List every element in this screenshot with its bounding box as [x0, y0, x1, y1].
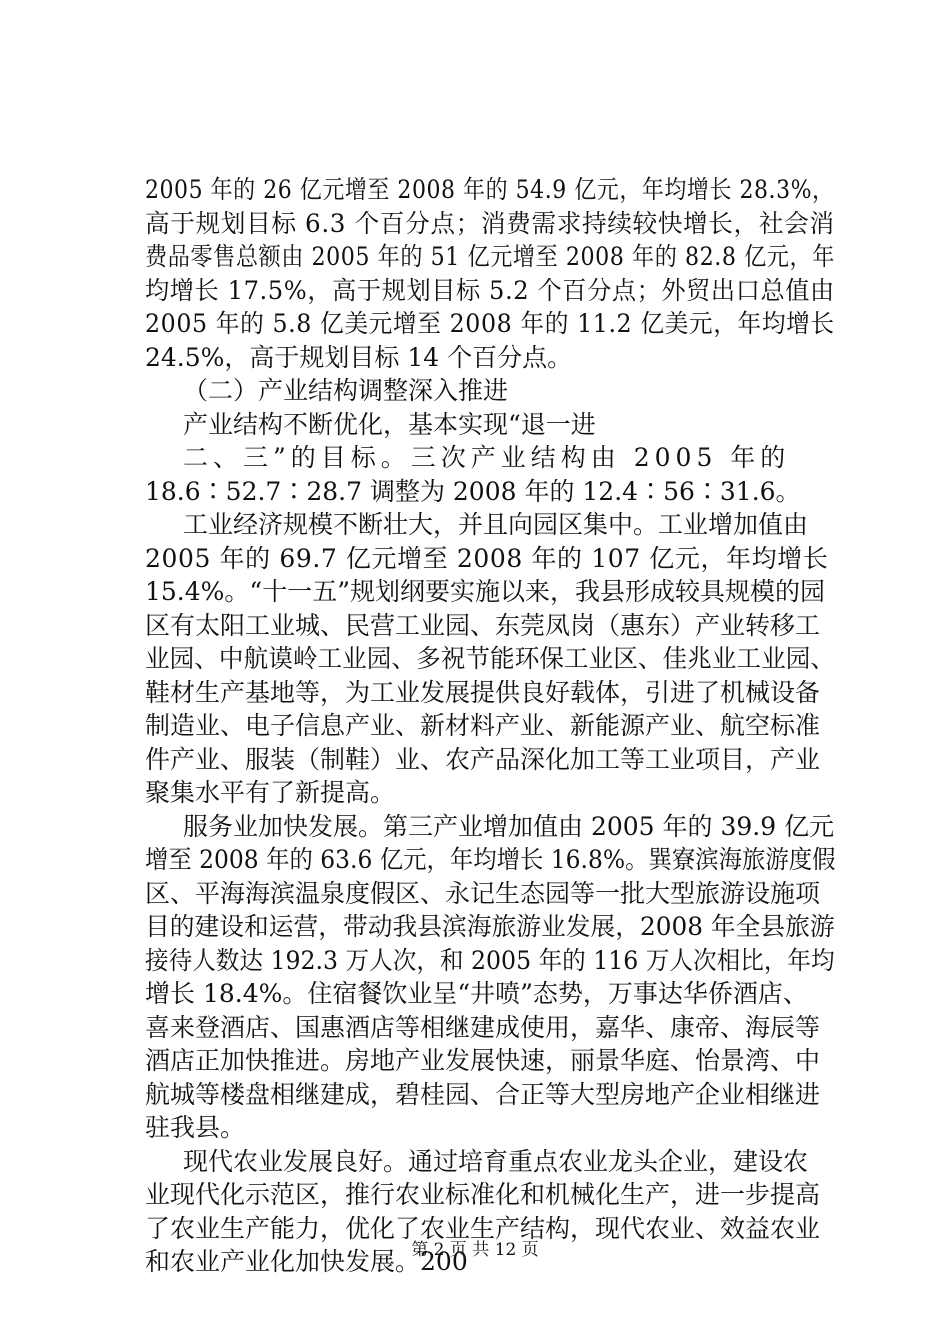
text-line: 2005 年的 26 亿元增至 2008 年的 54.9 亿元，年均增长 28.3%，: [145, 175, 835, 204]
text-line: 目的建设和运营，带动我县滨海旅游业发展，2008 年全县旅游: [145, 912, 835, 941]
text-line: 业现代化示范区，推行农业标准化和机械化生产，进一步提高: [145, 1180, 821, 1209]
text-line: 和农业产业化加快发展。200: [145, 1247, 468, 1276]
text-line: 15.4%。“十一五”规划纲要实施以来，我县形成较具规模的园: [145, 577, 825, 606]
text-line: 业园、中航谟岭工业园、多祝节能环保工业区、佳兆业工业园、: [145, 644, 836, 673]
text-line: 高于规划目标 6.3 个百分点；消费需求持续较快增长，社会消: [145, 209, 835, 238]
page-indicator: 第 2 页 共 12 页: [411, 1240, 539, 1260]
text-line: 区有太阳工业城、民营工业园、东莞凤岗（惠东）产业转移工: [145, 611, 821, 640]
text-line: 了农业生产能力，优化了农业生产结构，现代农业、效益农业: [145, 1214, 821, 1243]
text-line: 酒店正加快推进。房地产业发展快速，丽景华庭、怡景湾、中: [145, 1046, 821, 1075]
text-line: 工业经济规模不断壮大，并且向园区集中。工业增加值由: [183, 510, 809, 539]
text-line: 聚集水平有了新提高。: [145, 778, 396, 807]
text-line: 均增长 17.5%，高于规划目标 5.2 个百分点；外贸出口总值由: [145, 276, 835, 305]
text-line: 费品零售总额由 2005 年的 51 亿元增至 2008 年的 82.8 亿元，年: [145, 242, 835, 271]
text-line: 2005 年的 5.8 亿美元增至 2008 年的 11.2 亿美元，年均增长: [145, 309, 835, 338]
text-line: 增长 18.4%。住宿餐饮业呈“井喷”态势，万事达华侨酒店、: [145, 979, 808, 1008]
text-line: 驻我县。: [145, 1113, 246, 1142]
text-line: 增至 2008 年的 63.6 亿元，年均增长 16.8%。巽寮滨海旅游度假: [145, 845, 836, 874]
text-line: 件产业、服装（制鞋）业、农产品深化加工等工业项目，产业: [145, 745, 821, 774]
text-line: 2005 年的 69.7 亿元增至 2008 年的 107 亿元，年均增长: [145, 544, 829, 573]
text-line: 产业结构不断优化，基本实现“退一进: [183, 410, 596, 439]
text-line: 服务业加快发展。第三产业增加值由 2005 年的 39.9 亿元: [183, 812, 835, 841]
text-line: 二、三”的目标。三次产业结构由 2005 年的: [183, 443, 791, 472]
text-line: 现代农业发展良好。通过培育重点农业龙头企业，建设农: [183, 1147, 809, 1176]
text-line: 24.5%，高于规划目标 14 个百分点。: [145, 343, 573, 372]
text-line: 喜来登酒店、国惠酒店等相继建成使用，嘉华、康帝、海辰等: [145, 1013, 821, 1042]
text-line: 航城等楼盘相继建成，碧桂园、合正等大型房地产企业相继进: [145, 1080, 821, 1109]
page-footer: [0, 1238, 950, 1262]
text-line: 18.6∶52.7∶28.7 调整为 2008 年的 12.4∶56∶31.6。: [145, 477, 801, 506]
text-line: 接待人数达 192.3 万人次，和 2005 年的 116 万人次相比，年均: [145, 946, 835, 975]
text-line: 制造业、电子信息产业、新材料产业、新能源产业、航空标准: [145, 711, 821, 740]
section-heading: （二）产业结构调整深入推进: [183, 376, 509, 405]
text-line: 鞋材生产基地等，为工业发展提供良好载体，引进了机械设备: [145, 678, 821, 707]
text-line: 区、平海海滨温泉度假区、永记生态园等一批大型旅游设施项: [145, 879, 821, 908]
